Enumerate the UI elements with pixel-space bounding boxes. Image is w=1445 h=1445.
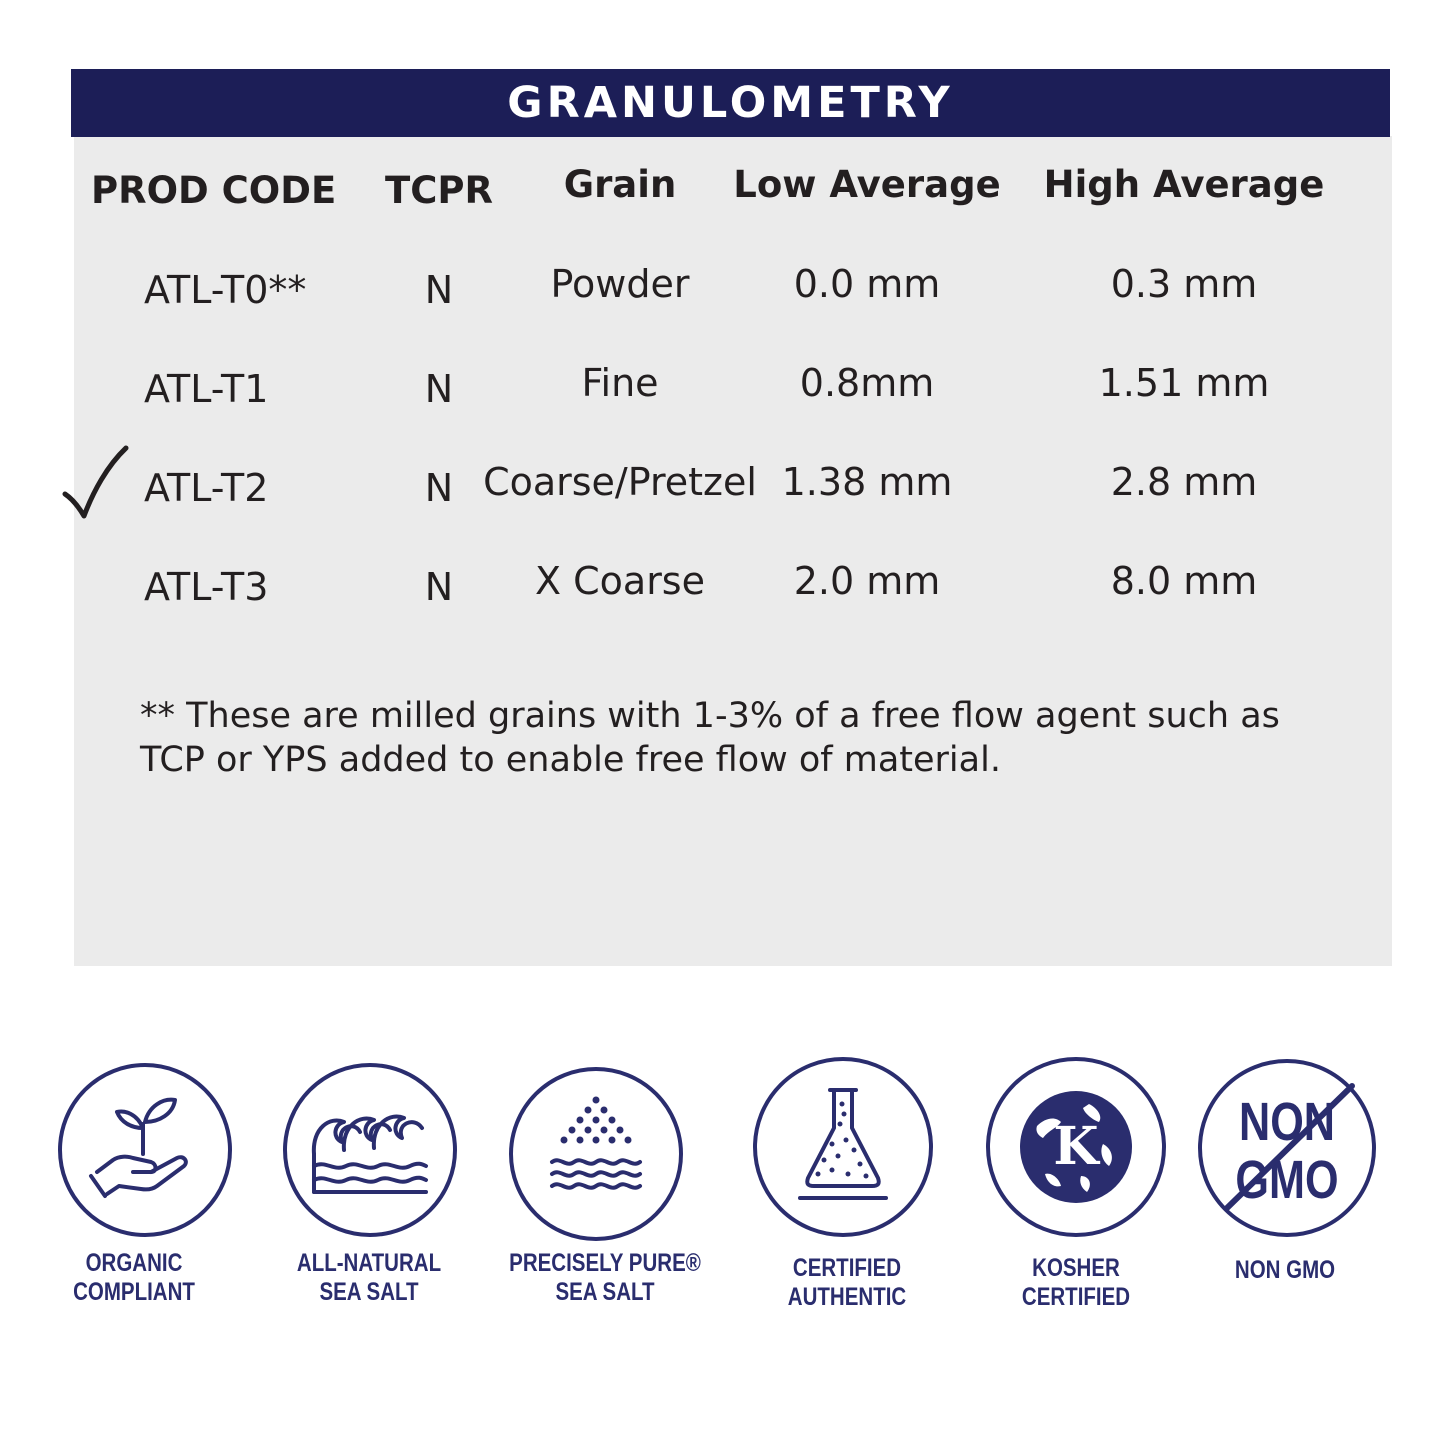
organic-hand-plant-icon <box>57 1062 233 1238</box>
badge-precisely-pure <box>508 1066 684 1242</box>
granulometry-panel <box>74 136 1392 966</box>
row-1-low-average: 0.8mm <box>799 361 935 405</box>
row-3-grain: X Coarse <box>535 559 705 603</box>
badge-certified-authentic <box>752 1056 934 1238</box>
row-3-low-average: 2.0 mm <box>793 559 941 603</box>
header-grain: Grain <box>563 163 677 206</box>
row-0-low-average: 0.0 mm <box>793 262 941 306</box>
row-2-high-average: 2.8 mm <box>1110 460 1258 504</box>
badge-organic-label: ORGANIC COMPLIANT <box>73 1249 195 1306</box>
salt-crystals-waves-icon <box>508 1066 684 1242</box>
row-3-high-average: 8.0 mm <box>1110 559 1258 603</box>
row-0-tcpr: N <box>424 268 454 312</box>
footnote <box>140 694 1340 782</box>
row-1-grain: Fine <box>581 361 659 405</box>
row-2-low-average: 1.38 mm <box>781 460 953 504</box>
header-low-average: Low Average <box>733 163 1001 206</box>
badge-precisely-pure-label: PRECISELY PURE® SEA SALT <box>509 1249 701 1306</box>
badge-non-gmo <box>1197 1058 1377 1238</box>
footnote-line-2: TCP or YPS added to enable free flow of material. <box>140 740 1001 780</box>
row-1-prod-code: ATL-T1 <box>144 367 269 411</box>
svg-text:GMO: GMO <box>1235 1150 1339 1211</box>
row-3-prod-code: ATL-T3 <box>144 565 269 609</box>
row-0-high-average: 0.3 mm <box>1110 262 1258 306</box>
kosher-globe-icon <box>985 1056 1167 1238</box>
header-high-average: High Average <box>1043 163 1325 206</box>
row-0-prod-code: ATL-T0** <box>144 268 307 312</box>
svg-text:NON: NON <box>1239 1092 1335 1153</box>
row-0-grain: Powder <box>550 262 690 306</box>
row-2-prod-code: ATL-T2 <box>144 466 269 510</box>
header-prod-code: PROD CODE <box>91 169 337 212</box>
row-1-tcpr: N <box>424 367 454 411</box>
badge-non-gmo-label: NON GMO <box>1234 1256 1336 1284</box>
badge-all-natural-label: ALL-NATURAL SEA SALT <box>296 1249 442 1306</box>
checkmark-icon <box>62 444 130 522</box>
row-1-high-average: 1.51 mm <box>1098 361 1270 405</box>
badge-organic <box>57 1062 233 1238</box>
badge-kosher <box>985 1056 1167 1238</box>
badge-all-natural <box>282 1062 458 1238</box>
header-tcpr: TCPR <box>384 169 494 212</box>
badge-kosher-label: KOSHER CERTIFIED <box>1021 1254 1131 1311</box>
non-gmo-icon <box>1197 1058 1377 1238</box>
granulometry-title: GRANULOMETRY <box>71 69 1390 137</box>
sea-waves-icon <box>282 1062 458 1238</box>
lab-flask-icon <box>752 1056 934 1238</box>
row-2-grain: Coarse/Pretzel <box>483 460 757 504</box>
row-3-tcpr: N <box>424 565 454 609</box>
svg-text:K: K <box>1053 1116 1099 1177</box>
badge-certified-authentic-label: CERTIFIED AUTHENTIC <box>787 1254 907 1311</box>
footnote-line-1: ** These are milled grains with 1-3% of a free flow agent such as <box>140 696 1280 736</box>
row-2-tcpr: N <box>424 466 454 510</box>
